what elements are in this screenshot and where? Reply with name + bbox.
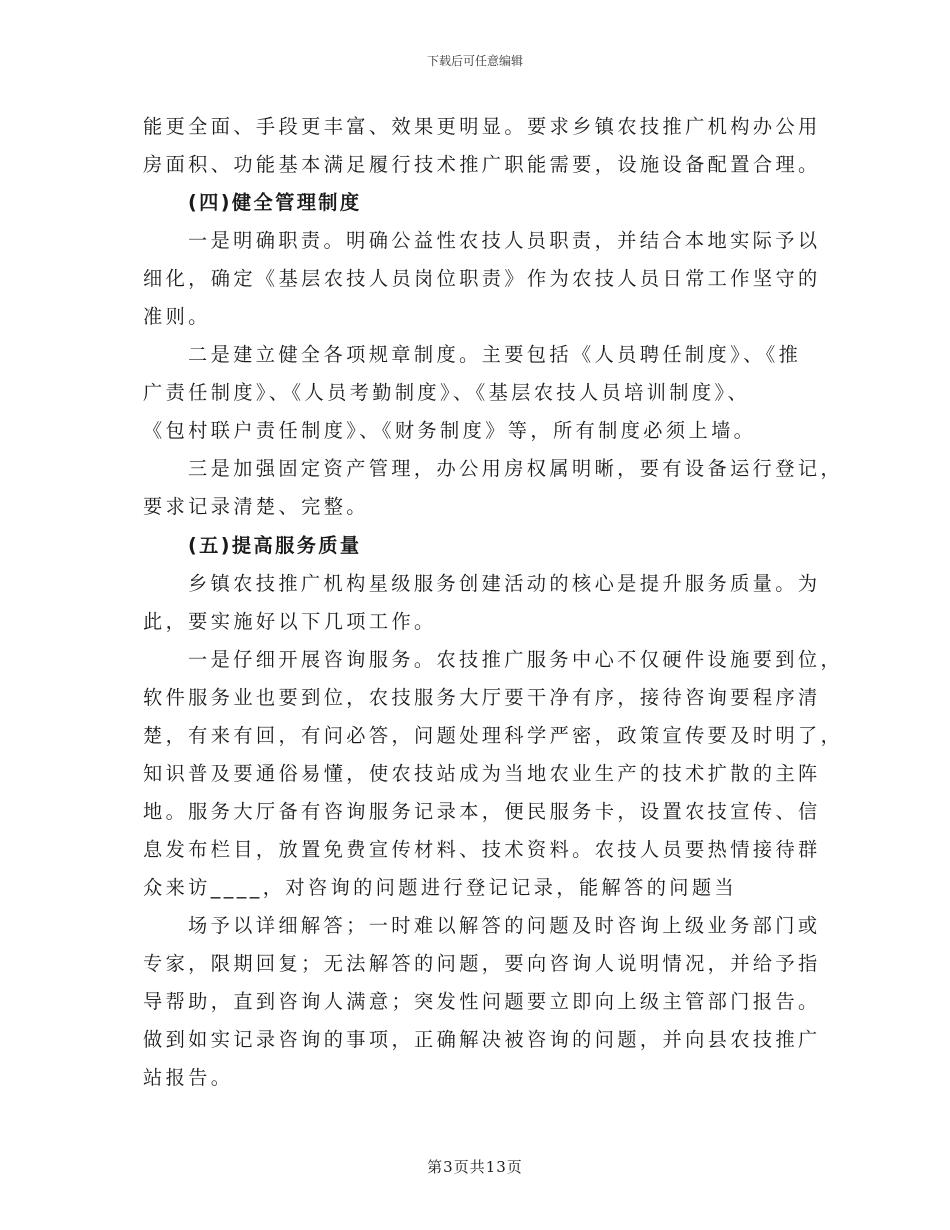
paragraph-line: 准则。: [143, 305, 211, 329]
paragraph-line: 导帮助，直到咨询人满意；突发性问题要立即向上级主管部门报告。: [143, 990, 821, 1014]
paragraph-line: 此，要实施好以下几项工作。: [143, 609, 437, 633]
paragraph-line: 软件服务业也要到位，农技服务大厅要干净有序，接待咨询要程序清: [143, 685, 821, 709]
paragraph-line: 专家，限期回复；无法解答的问题，要向咨询人说明情况，并给予指: [143, 952, 821, 976]
paragraph-line: 要求记录清楚、完整。: [143, 495, 369, 519]
page-header-note: 下载后可任意编辑: [426, 54, 523, 68]
paragraph-line: 地。服务大厅备有咨询服务记录本，便民服务卡，设置农技宣传、信: [143, 799, 821, 823]
paragraph-line: 《包村联户责任制度》、《财务制度》等，所有制度必须上墙。: [143, 419, 757, 443]
paragraph-line: 一是明确职责。明确公益性农技人员职责，并结合本地实际予以: [188, 229, 821, 253]
paragraph-line: 做到如实记录咨询的事项，正确解决被咨询的问题，并向县农技推广: [143, 1028, 821, 1052]
paragraph-line: 场予以详细解答；一时难以解答的问题及时咨询上级业务部门或: [188, 913, 821, 937]
section-heading: (五)提高服务质量: [188, 533, 362, 557]
paragraph-line: 知识普及要通俗易懂，使农技站成为当地农业生产的技术扩散的主阵: [143, 761, 821, 785]
paragraph-line: 息发布栏目，放置免费宣传材料、技术资料。农技人员要热情接待群: [143, 837, 821, 861]
paragraph-line: 楚，有来有回，有问必答，问题处理科学严密，政策宣传要及时明了，: [143, 723, 844, 747]
paragraph-line: 能更全面、手段更丰富、效果更明显。要求乡镇农技推广机构办公用: [143, 115, 821, 138]
paragraph-line: 乡镇农技推广机构星级服务创建活动的核心是提升服务质量。为: [188, 571, 821, 595]
paragraph-line: 二是建立健全各项规章制度。主要包括《人员聘任制度》、《推: [188, 343, 802, 367]
page-number: 第3页共13页: [427, 1158, 523, 1176]
section-heading: (四)健全管理制度: [188, 191, 362, 215]
paragraph-line: 众来访____，对咨询的问题进行登记记录，能解答的问题当: [143, 875, 738, 899]
paragraph-line: 房面积、功能基本满足履行技术推广职能需要，设施设备配置合理。: [143, 153, 821, 177]
paragraph-line: 广责任制度》、《人员考勤制度》、《基层农技人员培训制度》、: [143, 381, 751, 405]
paragraph-line: 三是加强固定资产管理，办公用房权属明晰，要有设备运行登记，: [188, 457, 844, 481]
document-body: [143, 108, 844, 1097]
paragraph-line: 站报告。: [143, 1066, 234, 1090]
paragraph-line: 细化，确定《基层农技人员岗位职责》作为农技人员日常工作坚守的: [143, 267, 821, 291]
paragraph-line: 一是仔细开展咨询服务。农技推广服务中心不仅硬件设施要到位，: [188, 647, 844, 671]
